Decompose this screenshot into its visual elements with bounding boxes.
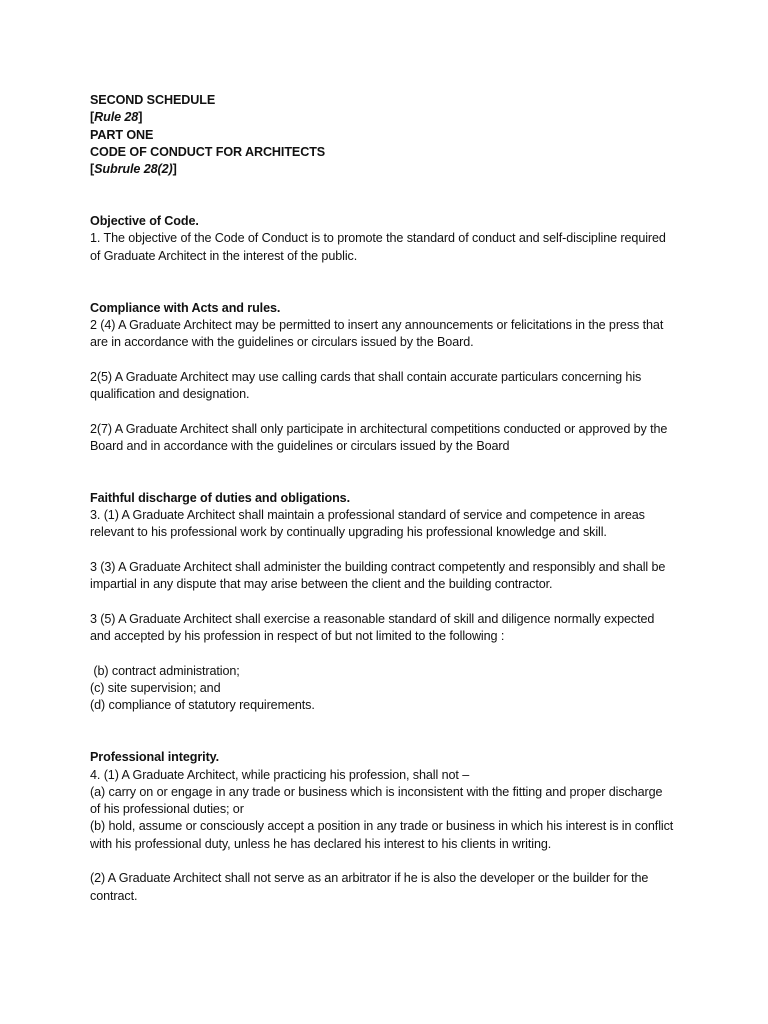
rule-ref-text: Rule 28 [94, 110, 139, 125]
paragraph-integrity-2: (2) A Graduate Architect shall not serve as an arbitrator if he is also the developer or the builder for the contract. [90, 871, 649, 903]
code-title: CODE OF CONDUCT FOR ARCHITECTS [90, 144, 326, 159]
paragraph-integrity-item-b: (b) hold, assume or consciously accept a position in any trade or business in which his interest is in conflict with his professional duty, unless he has declared his interest to his clients in writing. [90, 819, 674, 851]
rule-reference [90, 109, 676, 126]
list-item: (c) site supervision; and [90, 681, 221, 696]
paragraph-compliance-2-4: 2 (4) A Graduate Architect may be permitted to insert any announcements or felicitations in the press that are in accordance with the guidelines or circulars issued by the Board. [90, 317, 664, 350]
paragraph-duties-3-1: 3. (1) A Graduate Architect shall maintain a professional standard of service and competence in areas relevant to his professional work by continually upgrading his professional knowledge and skill. [90, 508, 645, 540]
list-item: (d) compliance of statutory requirements. [90, 698, 315, 713]
section-heading-duties: Faithful discharge of duties and obligations. [90, 490, 350, 505]
subrule-reference [90, 161, 676, 178]
subrule-bracket-open: [ [90, 162, 95, 177]
list-item: (b) contract administration; [90, 663, 240, 678]
paragraph-objective-1: 1. The objective of the Code of Conduct is to promote the standard of conduct and self-discipline required of Graduate Architect in the interest of the public. [90, 231, 666, 263]
paragraph-compliance-2-5: 2(5) A Graduate Architect may use calling cards that shall contain accurate particulars concerning his qualification and designation. [90, 369, 642, 402]
rule-bracket-close: ] [138, 110, 143, 125]
paragraph-duties-3-3: 3 (3) A Graduate Architect shall administer the building contract competently and responsibly and shall be impartial in any dispute that may arise between the client and the building contractor. [90, 560, 666, 592]
schedule-title: SECOND SCHEDULE [90, 93, 216, 107]
subrule-bracket-close: ] [172, 162, 177, 177]
document-page [90, 92, 676, 905]
part-title: PART ONE [90, 127, 154, 142]
paragraph-compliance-2-7: 2(7) A Graduate Architect shall only participate in architectural competitions conducted or approved by the Board and in accordance with the guidelines or circulars issued by the Board [90, 421, 668, 453]
paragraph-duties-3-5: 3 (5) A Graduate Architect shall exercise a reasonable standard of skill and diligence normally expected and accepted by his profession in respect of but not limited to the following : [90, 611, 655, 644]
section-heading-compliance: Compliance with Acts and rules. [90, 300, 281, 315]
paragraph-integrity-4-1: 4. (1) A Graduate Architect, while practicing his profession, shall not – [90, 767, 470, 782]
section-heading-objective: Objective of Code. [90, 214, 199, 229]
rule-bracket-open: [ [90, 110, 95, 125]
section-heading-integrity: Professional integrity. [90, 750, 220, 765]
subrule-ref-text: Subrule 28(2) [94, 162, 173, 177]
paragraph-integrity-item-a: (a) carry on or engage in any trade or business which is inconsistent with the fitting and proper discharge of his professional duties; or [90, 784, 663, 817]
